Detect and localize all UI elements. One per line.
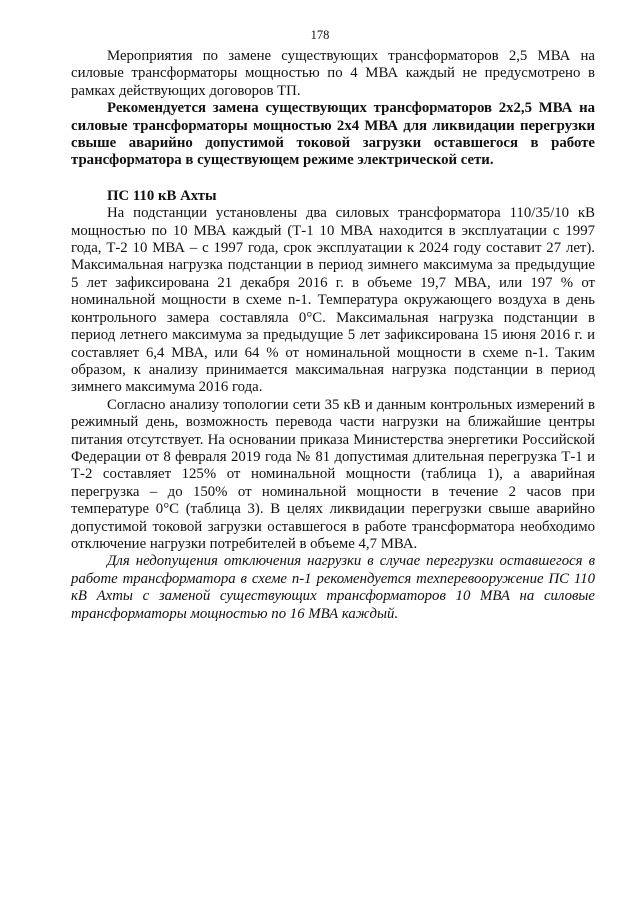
paragraph-no-contracts: Мероприятия по замене существующих трансформаторов 2,5 МВА на силовые трансформаторы мощностью по 4 МВА каждый не предусмотрено в рамках действующих договоров ТП. [71, 48, 595, 99]
document-body [71, 48, 595, 623]
paragraph-recommendation-italic: Для недопущения отключения нагрузки в случае перегрузки оставшегося в работе трансформатора в схеме n-1 рекомендуется техперевооружение ПС 110 кВ Ахты с заменой существующих трансформаторов 10 МВА на силовые трансформаторы мощностью по 16 МВА каждый. [71, 553, 595, 622]
paragraph-substation-load: На подстанции установлены два силовых трансформатора 110/35/10 кВ мощностью по 10 МВА каждый (Т-1 10 МВА находится в эксплуатации с 1997 года, Т-2 10 МВА – с 1997 года, срок эксплуатации к 2024 году составит 27 лет). Максимальная нагрузка подстанции в период зимнего максимума за предыдущие 5 лет зафиксирована 21 декабря 2016 г. в объеме 19,7 МВА, или 197 % от номинальной мощности в схеме n-1. Температура окружающего воздуха в день контрольного замера составляла 0°С. Максимальная нагрузка подстанции в период летнего максимума за предыдущие 5 лет зафиксирована 15 июня 2016 г. и составляет 6,4 МВА, или 64 % от номинальной мощности в схеме n-1. Таким образом, к анализу принимается максимальная нагрузка подстанции в период зимнего максимума 2016 года. [71, 205, 595, 396]
paragraph-recommendation-bold: Рекомендуется замена существующих трансформаторов 2х2,5 МВА на силовые трансформаторы мощностью 2х4 МВА для ликвидации перегрузки свыше аварийно допустимой токовой загрузки оставшегося в работе трансформатора в существующем режиме электрической сети. [71, 100, 595, 169]
page-number: 178 [310, 28, 330, 42]
paragraph-topology-analysis: Согласно анализу топологии сети 35 кВ и данным контрольных измерений в режимный день, возможность перевода части нагрузки на ближайшие центры питания отсутствует. На основании приказа Министерства энергетики Российской Федерации от 8 февраля 2019 года № 81 допустимая длительная перегрузка Т-1 и Т-2 составляет 125% от номинальной мощности (таблица 1), а аварийная перегрузка – до 150% от номинальной мощности в течение 2 часов при температуре 0°С (таблица 3). В целях ликвидации перегрузки свыше аварийно допустимой токовой загрузки оставшегося в работе трансформатора необходимо отключение нагрузки потребителей в объеме 4,7 МВА. [71, 396, 595, 552]
section-heading: ПС 110 кВ Ахты [107, 187, 217, 204]
